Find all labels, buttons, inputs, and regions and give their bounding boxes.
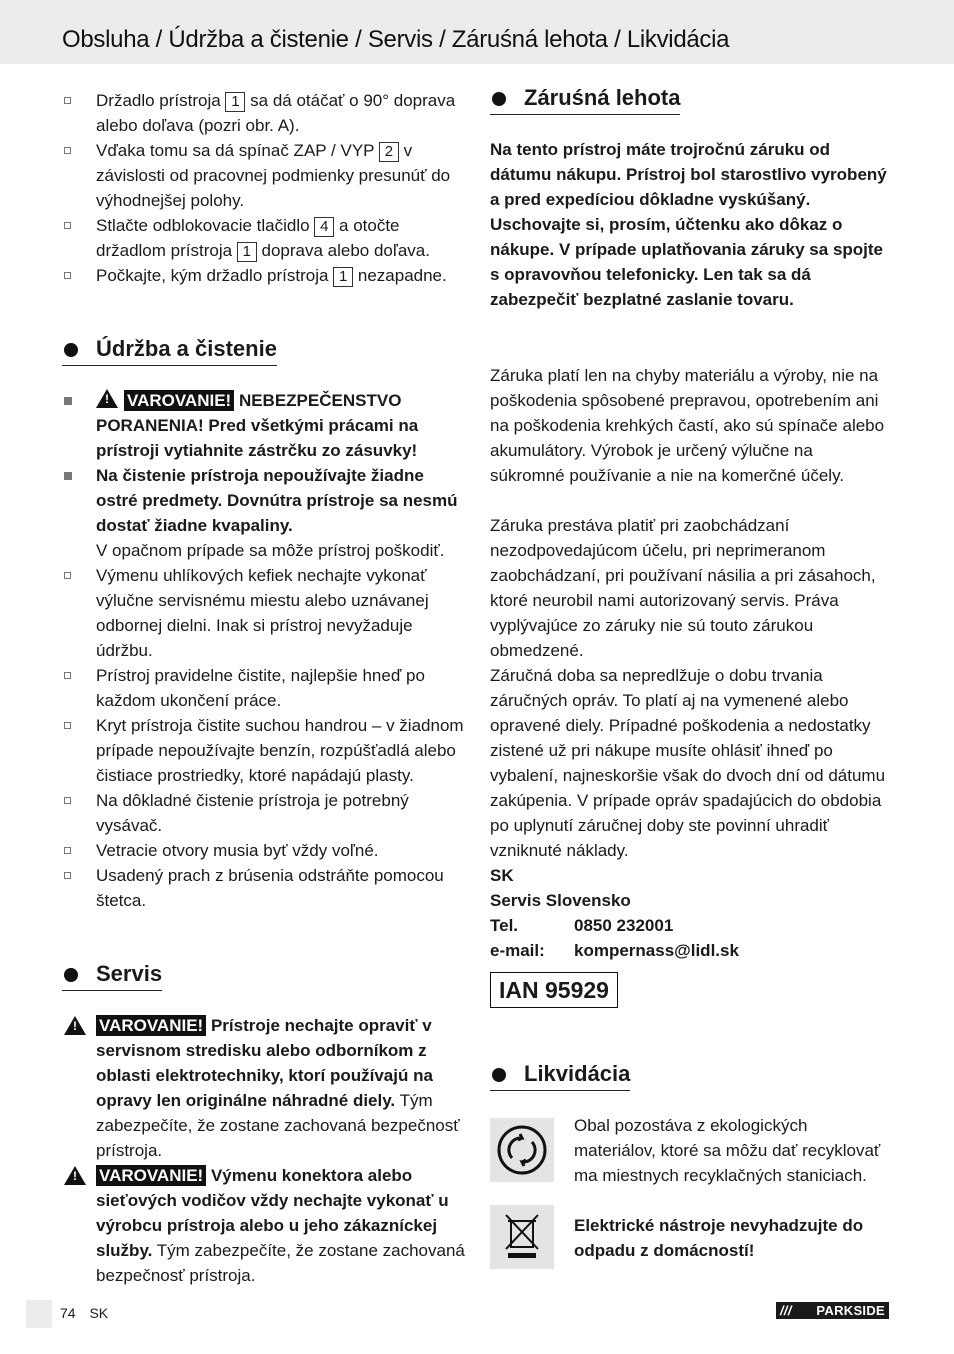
warning-triangle-icon: !	[96, 389, 118, 408]
service-contact	[490, 863, 892, 963]
list-item: Prístroj pravidelne čistite, najlepšie hneď po každom ukončení práce.	[62, 663, 466, 713]
warning-label: VAROVANIE!	[96, 1165, 206, 1186]
maintenance-heading: Údržba a čistenie	[62, 336, 277, 366]
list-item: Stlačte odblokovacie tlačidlo 4 a otočte držadlom prístroja 1 doprava alebo doľava.	[62, 213, 466, 263]
warranty-paragraph: Záručná doba sa nepredlžuje o dobu trvania záručných opráv. To platí aj na vymenené alebo opravené diely. Prípadné poškodenia a nedostatky zistené už pri nákupe musíte ohlásiť ihneď po vybalení, najneskoršie však do dvoch dní od dátumu zakúpenia. V prípade opráv spadajúcich do obdobia po uplynutí záručnej doby ste povinní uhradiť vzniknuté náklady.	[490, 666, 886, 860]
disposal-heading: Likvidácia	[490, 1061, 630, 1091]
heading-bullet-icon	[492, 92, 506, 106]
recycle-text: Obal pozostáva z ekologických materiálov, ktoré sa môžu dať recyklovať ma miestnych recyklačných staniciach.	[574, 1116, 881, 1185]
list-item: Na dôkladné čistenie prístroja je potrebný vysávač.	[62, 788, 466, 838]
bullet-square-icon	[64, 97, 71, 104]
warning-label: VAROVANIE!	[96, 1015, 206, 1036]
contact-name: Servis Slovensko	[490, 891, 631, 910]
recycle-icon	[490, 1118, 554, 1182]
list-item: Držadlo prístroja 1 sa dá otáčať o 90° doprava alebo doľava (pozri obr. A).	[62, 88, 466, 138]
warning-triangle-icon: !	[64, 1166, 86, 1185]
figure-ref: 2	[379, 142, 399, 162]
bullet-square-icon	[64, 147, 71, 154]
warranty-paragraph: Záruka platí len na chyby materiálu a výroby, nie na poškodenia spôsobené prepravou, opotrebením ani na poškodenia krehkých častí, ako sú spínače alebo akumulátory. Výrobok je určený výlučne na súkromné používanie a nie na komerčné účely.	[490, 366, 885, 485]
warranty-intro: Na tento prístroj máte trojročnú záruku od dátumu nákupu. Prístroj bol starostlivo vyrobený a pred expedíciou dôkladne vyskúšaný. Uschovajte si, prosím, účtenku ako dôkaz o nákupe. V prípade uplatňovania záruky sa spojte s opravovňou telefonicky. Len tak sa dá zabezpečiť bezplatné zaslanie tovaru.	[490, 140, 887, 309]
warning-label: VAROVANIE!	[124, 390, 234, 411]
heading-bullet-icon	[64, 968, 78, 982]
figure-ref: 1	[237, 242, 257, 262]
brand-logo	[776, 1302, 889, 1319]
brand-name: PARKSIDE	[816, 1303, 885, 1318]
warning-item: ! VAROVANIE! Výmenu konektora alebo sieťových vodičov vždy nechajte vykonať u výrobcu prístroja alebo u jeho zákazníckej služby. Tým zabezpečíte, že zostane zachovaná bezpečnosť prístroja.	[62, 1163, 466, 1288]
warning-item: ! VAROVANIE! NEBEZPEČENSTVO PORANENIA! Pred všetkými prácami na prístroji vytiahnite zástrčku zo zásuvky!	[62, 388, 466, 463]
warning-item: ! VAROVANIE! Prístroje nechajte opraviť v servisnom stredisku alebo odborníkom z oblasti elektrotechniky, ktorí používajú na opravy len originálne náhradné diely. Tým zabezpečíte, že zostane zachovaná bezpečnosť prístroja.	[62, 1013, 466, 1163]
page-number-box	[26, 1300, 52, 1328]
brand-mark: ///	[780, 1303, 792, 1318]
heading-bullet-icon	[492, 1068, 506, 1082]
list-item: Vďaka tomu sa dá spínač ZAP / VYP 2 v závislosti od pracovnej podmienky presunúť do výhodnejšej polohy.	[62, 138, 466, 213]
bullet-square-icon	[64, 672, 71, 679]
list-item: Počkajte, kým držadlo prístroja 1 nezapadne.	[62, 263, 466, 288]
maintenance-list	[62, 388, 466, 913]
bullet-square-icon	[64, 872, 71, 879]
warranty-heading: Záruśná lehota	[490, 85, 680, 115]
language-code: SK	[89, 1305, 109, 1321]
bullet-square-icon	[64, 722, 71, 729]
contact-country: SK	[490, 866, 514, 885]
service-heading: Servis	[62, 961, 162, 991]
bullet-square-icon	[64, 222, 71, 229]
figure-ref: 1	[225, 92, 245, 112]
email-value: kompernass@lidl.sk	[574, 941, 739, 960]
list-item: Vetracie otvory musia byť vždy voľné.	[62, 838, 466, 863]
bullet-square-icon	[64, 847, 71, 854]
page-header	[0, 0, 954, 64]
list-item: Výmenu uhlíkových kefiek nechajte vykonať výlučne servisnému miestu alebo uznávanej odbornej dielni. Inak si prístroj nevyžaduje údržbu.	[62, 563, 466, 663]
heading-bullet-icon	[64, 343, 78, 357]
bullet-square-icon	[64, 797, 71, 804]
warranty-paragraph: Záruka prestáva platiť pri zaobchádzaní nezodpovedajúcom účelu, pri neprimeranom zaobchádzaní, pri používaní násilia a pri zásahoch, ktoré neurobil nami autorizovaný servis. Práva vyplývajúce zo záruky nie sú touto zárukou obmedzené.	[490, 516, 876, 660]
bullet-filled-square-icon	[64, 472, 72, 480]
operation-list	[62, 88, 466, 288]
service-warnings	[62, 1013, 466, 1288]
bullet-square-icon	[64, 272, 71, 279]
tel-value: 0850 232001	[574, 916, 674, 935]
weee-text: Elektrické nástroje nevyhadzujte do odpadu z domácností!	[574, 1216, 864, 1260]
tel-label: Tel.	[490, 916, 519, 935]
figure-ref: 1	[333, 267, 353, 287]
page-title: Obsluha / Údržba a čistenie / Servis / Záruśná lehota / Likvidácia	[62, 26, 730, 53]
page-number: 74	[60, 1305, 76, 1321]
email-label: e-mail:	[490, 941, 545, 960]
page-footer	[60, 1305, 108, 1321]
list-item: Usadený prach z brúsenia odstráňte pomocou štetca.	[62, 863, 466, 913]
bullet-square-icon	[64, 572, 71, 579]
warning-triangle-icon: !	[64, 1016, 86, 1035]
warning-item: Na čistenie prístroja nepoužívajte žiadne ostré predmety. Dovnútra prístroje sa nesmú dostať žiadne kvapaliny. V opačnom prípade sa môže prístroj poškodiť.	[62, 463, 466, 563]
ian-number: IAN 95929	[490, 972, 618, 1008]
list-item: Kryt prístroja čistite suchou handrou – v žiadnom prípade nepoužívajte benzín, rozpúšťadlá alebo čistiace prostriedky, ktoré napádajú plasty.	[62, 713, 466, 788]
figure-ref: 4	[314, 217, 334, 237]
weee-bin-icon	[490, 1205, 554, 1269]
bullet-filled-square-icon	[64, 397, 72, 405]
